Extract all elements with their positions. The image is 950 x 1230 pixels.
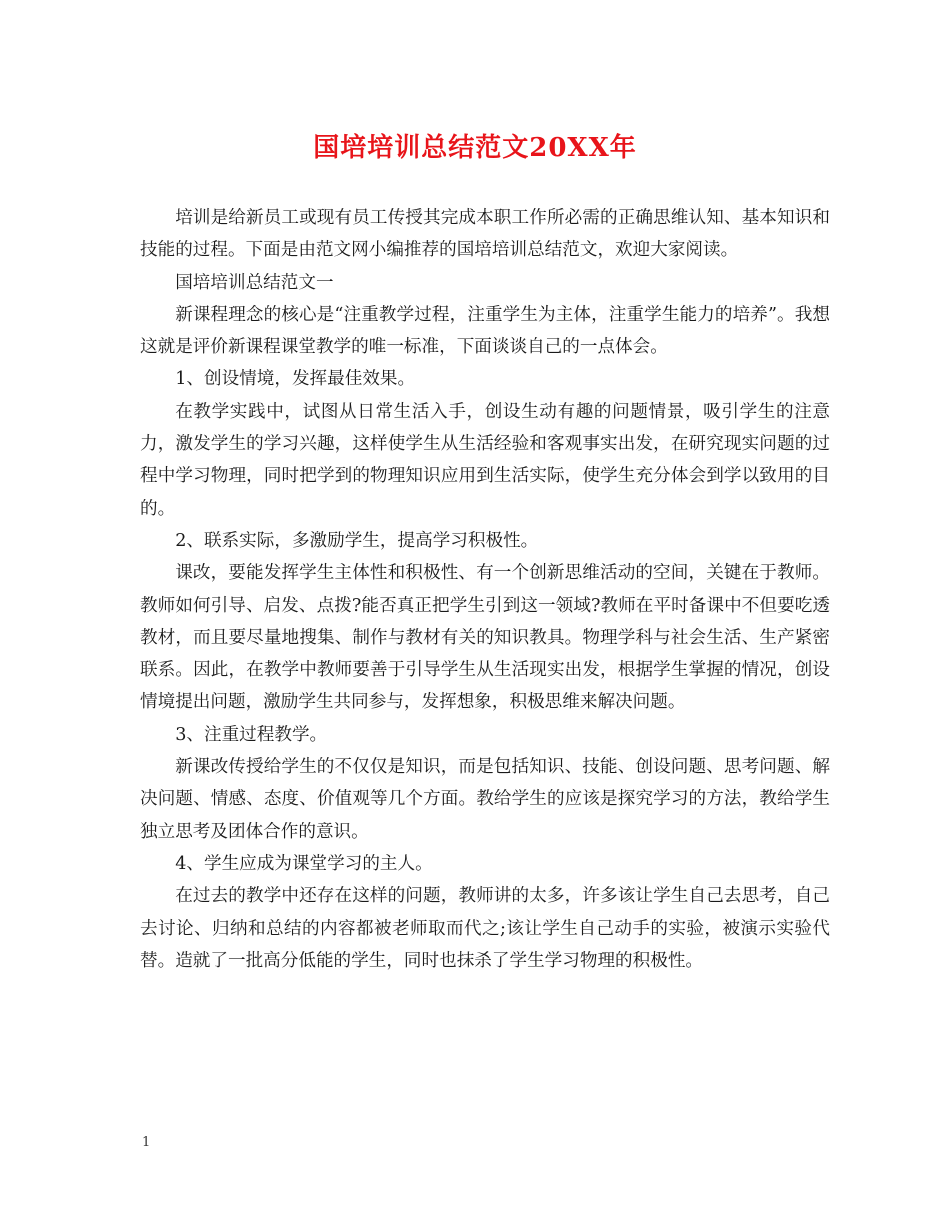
point-heading: 4、学生应成为课堂学习的主人。 <box>175 853 433 874</box>
body-paragraph: 在教学实践中，试图从日常生活入手，创设生动有趣的问题情景，吸引学生的注意力，激发学生的学习兴趣，这样使学生从生活经验和客观事实出发，在研究现实问题的过程中学习物理，同时把学到的物理知识应用到生活实际，使学生充分体会到学以致用的目的。 <box>140 401 830 519</box>
body-paragraph: 新课改传授给学生的不仅仅是知识，而是包括知识、技能、创设问题、思考问题、解决问题、情感、态度、价值观等几个方面。教给学生的应该是探究学习的方法，教给学生独立思考及团体合作的意识。 <box>140 757 830 842</box>
body-paragraph: 课改，要能发挥学生主体性和积极性、有一个创新思维活动的空间，关键在于教师。教师如何引导、启发、点拨?能否真正把学生引到这一领域?教师在平时备课中不但要吃透教材，而且要尽量地搜集、制作与教材有关的知识教具。物理学科与社会生活、生产紧密联系。因此，在教学中教师要善于引导学生从生活现实出发，根据学生掌握的情况，创设情境提出问题，激励学生共同参与，发挥想象，积极思维来解决问题。 <box>140 563 830 713</box>
document-title: 国培培训总结范文20XX年 <box>313 133 637 163</box>
body-paragraph: 新课程理念的核心是“注重教学过程，注重学生为主体，注重学生能力的培养”。我想这就是评价新课程课堂教学的唯一标准，下面谈谈自己的一点体会。 <box>140 304 830 358</box>
document-body <box>140 202 830 977</box>
point-heading: 1、创设情境，发挥最佳效果。 <box>175 369 416 390</box>
section-heading: 国培培训总结范文一 <box>175 272 334 293</box>
intro-paragraph: 培训是给新员工或现有员工传授其完成本职工作所必需的正确思维认知、基本知识和技能的过程。下面是由范文网小编推荐的国培培训总结范文，欢迎大家阅读。 <box>140 208 830 261</box>
point-heading: 3、注重过程教学。 <box>175 724 328 745</box>
body-paragraph: 在过去的教学中还存在这样的问题，教师讲的太多，许多该让学生自己去思考，自己去讨论、归纳和总结的内容都被老师取而代之;该让学生自己动手的实验，被演示实验代替。造就了一批高分低能的学生，同时也抹杀了学生学习物理的积极性。 <box>140 886 830 971</box>
point-heading: 2、联系实际，多激励学生，提高学习积极性。 <box>175 530 539 551</box>
page-number: 1 <box>142 1135 151 1150</box>
